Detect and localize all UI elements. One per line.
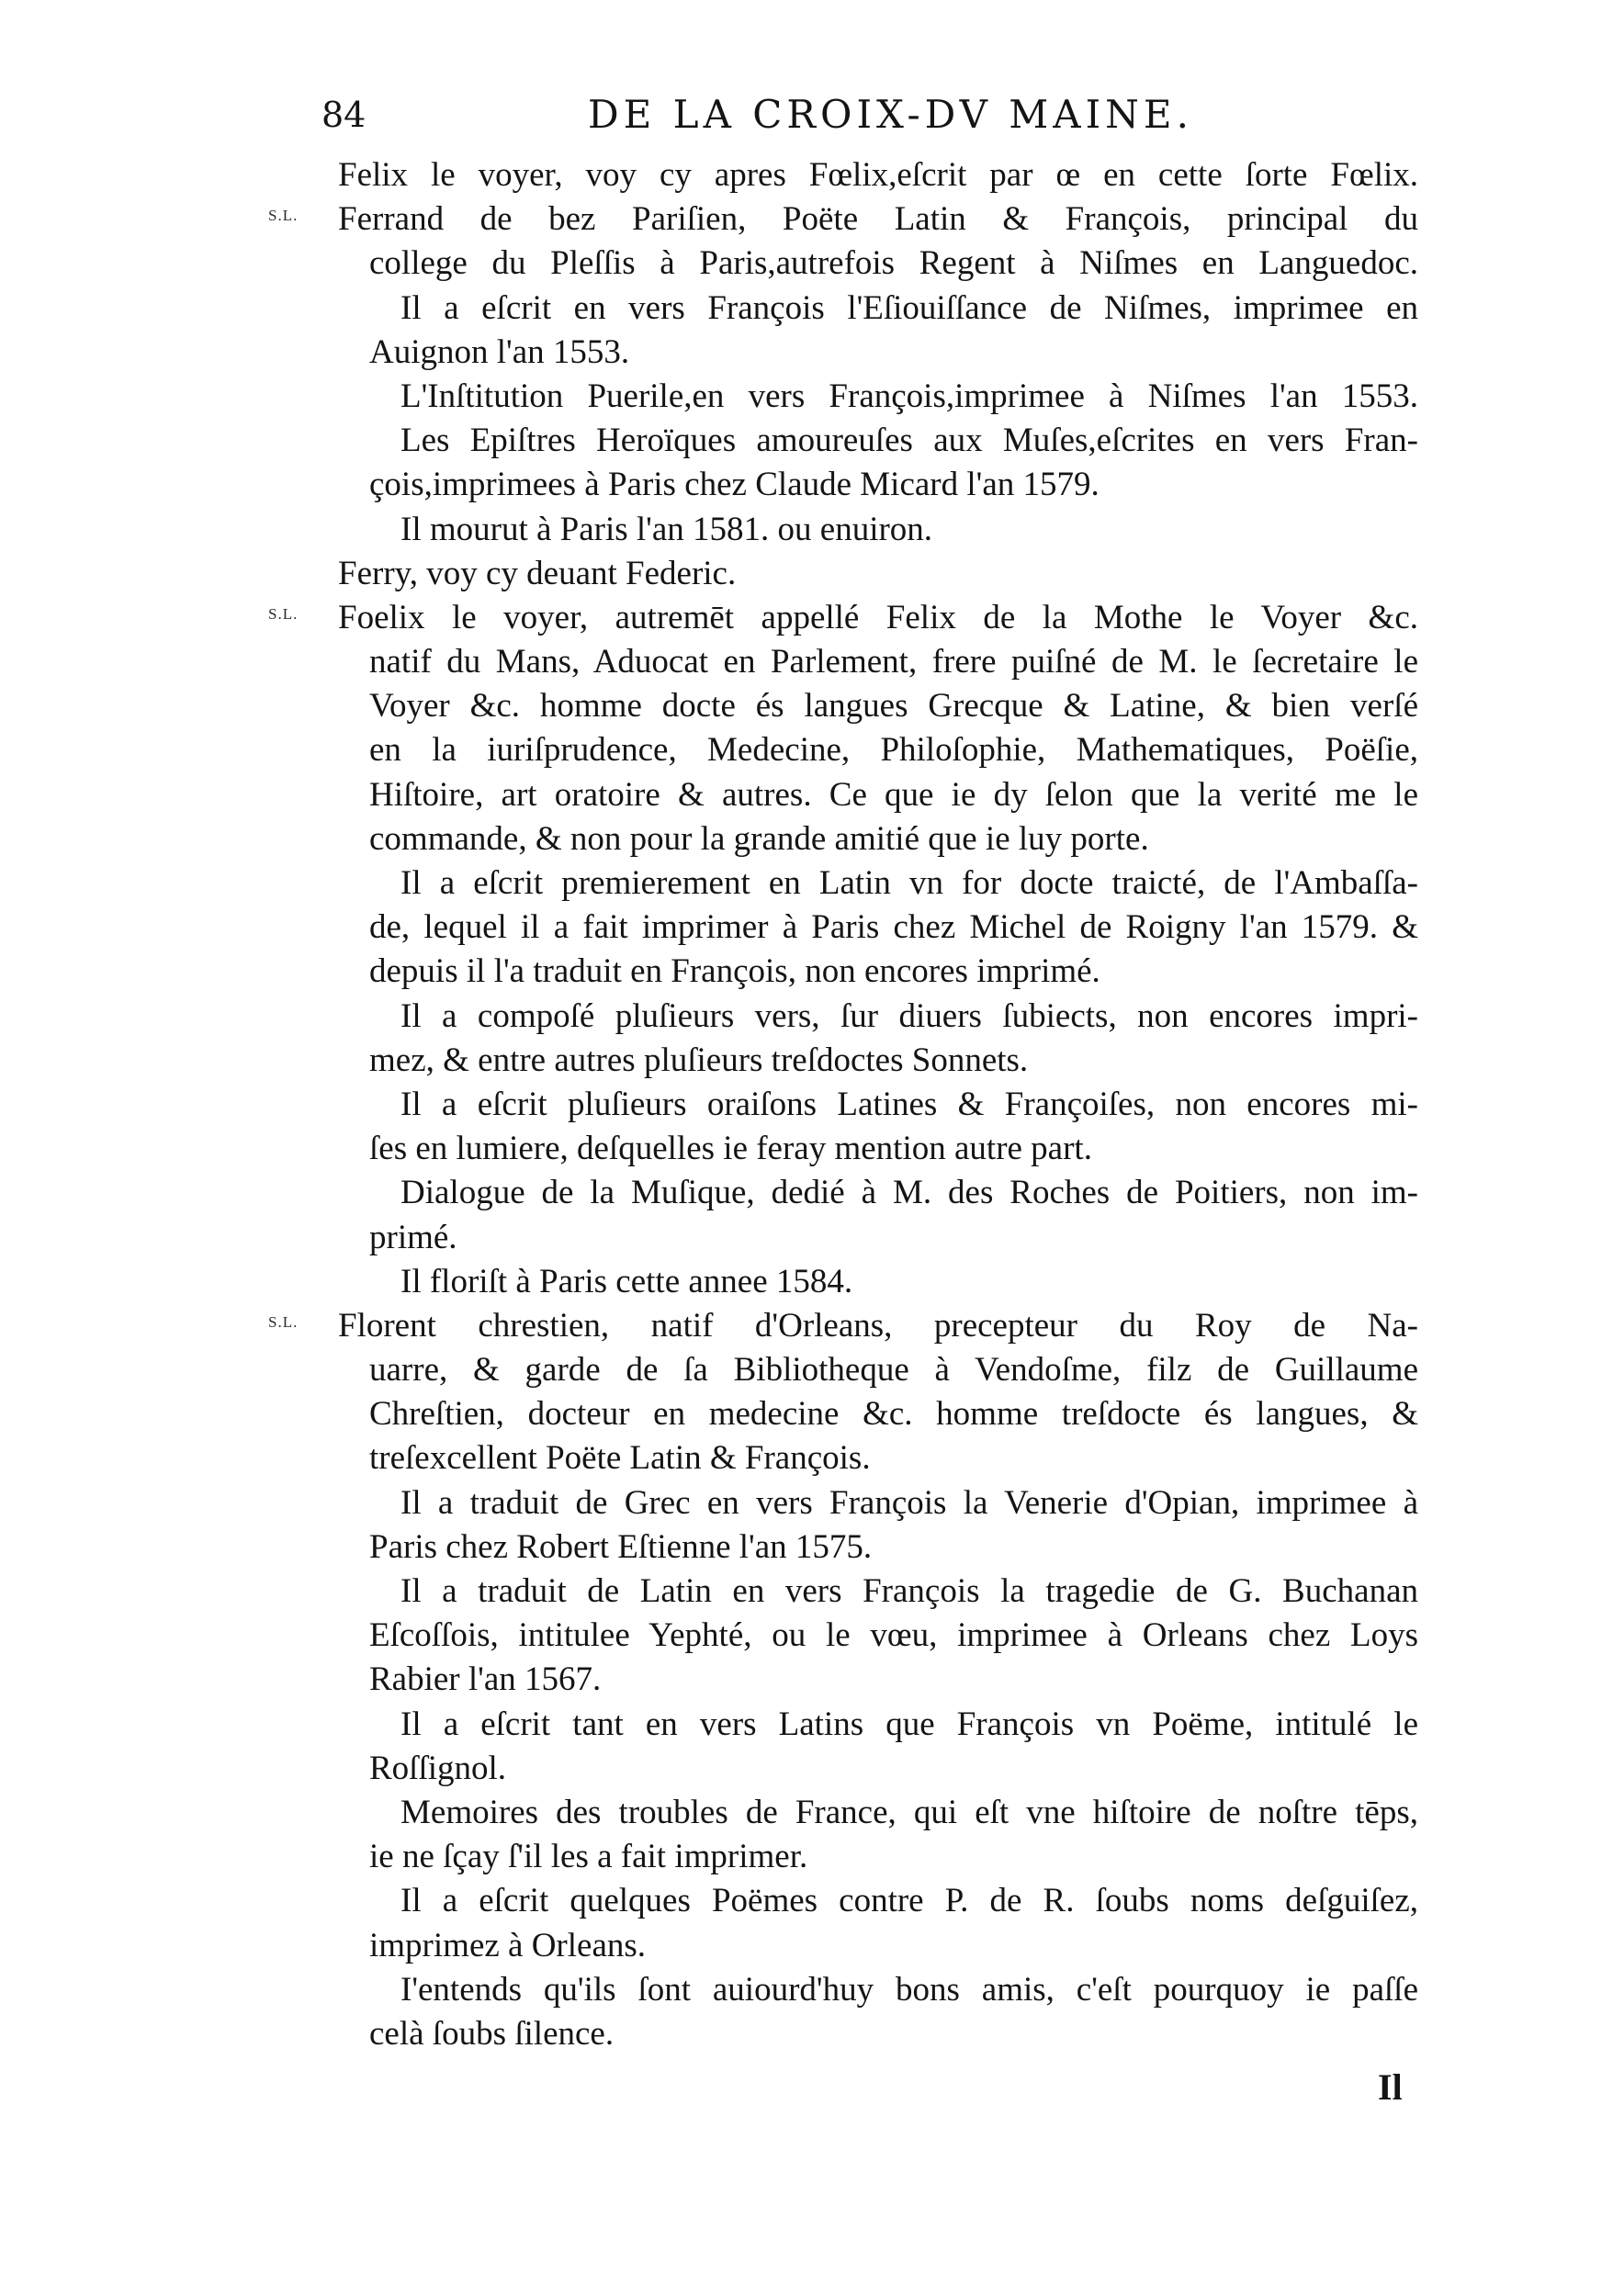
- text-line: Ferry, voy cy deuant Federic.: [338, 554, 737, 592]
- text-line: natif du Mans, Aduocat en Parlement, frere puiſné de M. le ſecretaire le: [369, 643, 1418, 681]
- text-line: Il a traduit de Latin en vers François la tragedie de G. Buchanan: [400, 1572, 1418, 1610]
- text-line: Felix le voyer, voy cy apres Fœlix,eſcrit par œ en cette ſorte Fœlix.: [338, 156, 1418, 194]
- text-line: Chreſtien, docteur en medecine &c. homme treſdocte és langues, &: [369, 1395, 1418, 1434]
- text-line: Il mourut à Paris l'an 1581. ou enuiron.: [400, 510, 933, 548]
- text-line: Voyer &c. homme docte és langues Grecque & Latine, & bien verſé: [369, 687, 1418, 726]
- text-line: Eſcoſſois, intitulee Yephté, ou le vœu, imprimee à Orleans chez Loys: [369, 1616, 1418, 1655]
- text-line: ſes en lumiere, deſquelles ie feray mention autre part.: [369, 1130, 1092, 1168]
- margin-mark-florent: S.L.: [268, 1312, 299, 1331]
- page-number: 84: [321, 95, 367, 135]
- margin-mark-ferrand: S.L.: [268, 207, 299, 225]
- text-line: Memoires des troubles de France, qui eſt vne hiſtoire de noſtre tēps,: [400, 1793, 1418, 1831]
- text-line: I'entends qu'ils ſont auiourd'huy bons amis, c'eſt pourquoy ie paſſe: [400, 1970, 1418, 2009]
- text-line: Il a eſcrit pluſieurs oraiſons Latines & Françoiſes, non encores mi-: [400, 1085, 1418, 1123]
- text-line: primé.: [369, 1218, 457, 1256]
- margin-mark-foelix: S.L.: [268, 604, 299, 623]
- text-line: L'Inſtitution Puerile,en vers François,imprimee à Niſmes l'an 1553.: [400, 377, 1418, 415]
- text-line-content: Ferrand de bez Pariſien, Poëte Latin & François, principal du: [338, 200, 1418, 239]
- text-line: de, lequel il a fait imprimer à Paris chez Michel de Roigny l'an 1579. &: [369, 908, 1418, 947]
- text-line: Il floriſt à Paris cette annee 1584.: [400, 1262, 853, 1300]
- text-line: imprimez à Orleans.: [369, 1926, 647, 1964]
- text-line: Dialogue de la Muſique, dedié à M. des Roches de Poitiers, non im-: [400, 1174, 1418, 1212]
- running-head: [321, 92, 1424, 147]
- text-line-content: Florent chrestien, natif d'Orleans, precepteur du Roy de Na-: [338, 1306, 1418, 1345]
- text-line: Il a eſcrit quelques Poëmes contre P. de R. ſoubs noms deſguiſez,: [400, 1882, 1418, 1920]
- text-line: commande, & non pour la grande amitié que ie luy porte.: [369, 819, 1149, 858]
- text-line: çois,imprimees à Paris chez Claude Micard l'an 1579.: [369, 466, 1100, 504]
- running-title: DE LA CROIX-DV MAINE.: [588, 92, 1193, 137]
- text-line: Les Epiſtres Heroïques amoureuſes aux Muſes,eſcrites en vers Fran-: [400, 422, 1418, 460]
- text-line: [268, 197, 1418, 242]
- text-line: ie ne ſçay ſ'il les a fait imprimer.: [369, 1838, 808, 1876]
- body-text: [268, 153, 1418, 2056]
- text-line: en la iuriſprudence, Medecine, Philoſophie, Mathematiques, Poëſie,: [369, 731, 1418, 770]
- text-line: Il a eſcrit en vers François l'Eſiouiſſance de Niſmes, imprimee en: [400, 288, 1418, 327]
- text-line: Il a eſcrit premierement en Latin vn for docte traicté, de l'Ambaſſa-: [400, 864, 1418, 902]
- text-line: [268, 596, 1418, 640]
- text-line: [268, 1304, 1418, 1348]
- text-line: uarre, & garde de ſa Bibliotheque à Vendoſme, filz de Guillaume: [369, 1351, 1418, 1390]
- text-line: Il a traduit de Grec en vers François la Venerie d'Opian, imprimee à: [400, 1483, 1418, 1522]
- text-line: Roſſignol.: [369, 1749, 507, 1787]
- text-line: college du Pleſſis à Paris,autrefois Regent à Niſmes en Languedoc.: [369, 244, 1418, 283]
- catchword: Il: [1378, 2066, 1403, 2108]
- text-line: Paris chez Robert Eſtienne l'an 1575.: [369, 1527, 873, 1566]
- text-line: mez, & entre autres pluſieurs treſdoctes Sonnets.: [369, 1041, 1029, 1079]
- text-line: Hiſtoire, art oratoire & autres. Ce que ie dy ſelon que la verité me le: [369, 775, 1418, 814]
- text-line: Rabier l'an 1567.: [369, 1660, 602, 1699]
- text-line: Il a eſcrit tant en vers Latins que François vn Poëme, intitulé le: [400, 1705, 1418, 1743]
- text-line: treſexcellent Poëte Latin & François.: [369, 1439, 871, 1478]
- text-line: depuis il l'a traduit en François, non encores imprimé.: [369, 952, 1100, 991]
- text-line-content: Foelix le voyer, autremēt appellé Felix de la Mothe le Voyer &c.: [338, 598, 1418, 636]
- text-line: celà ſoubs ſilence.: [369, 2014, 615, 2053]
- text-line: Il a compoſé pluſieurs vers, ſur diuers ſubiects, non encores impri-: [400, 996, 1418, 1035]
- text-line: Auignon l'an 1553.: [369, 332, 630, 371]
